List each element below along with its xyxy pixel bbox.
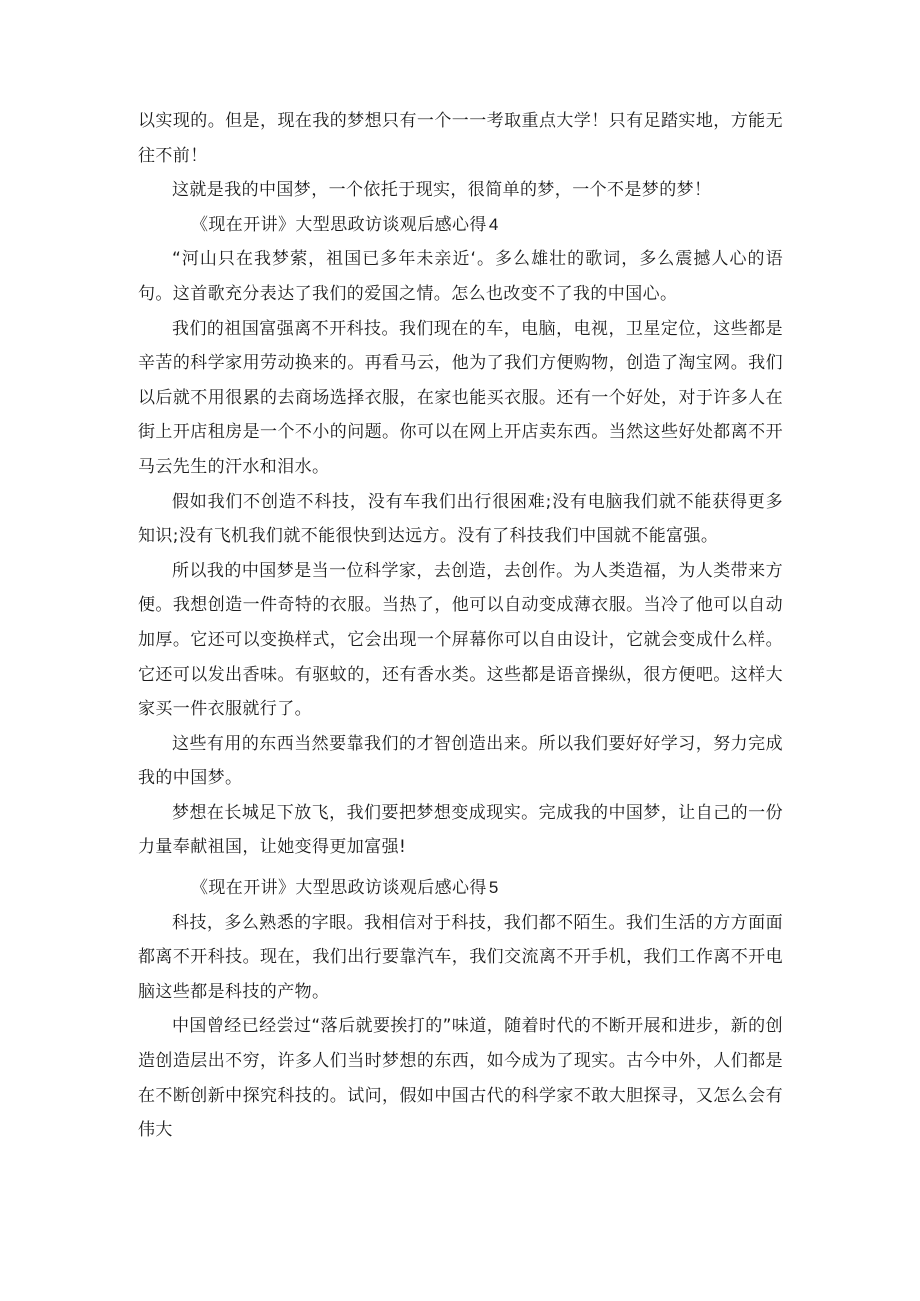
paragraph: 假如我们不创造不科技，没有车我们出行很困难;没有电脑我们就不能获得更多知识;没有飞机我们就不能很快到达远方。没有了科技我们中国就不能富强。 <box>138 491 783 547</box>
section-heading-title: 《现在开讲》大型思政访谈观后感心得 <box>191 878 487 899</box>
paragraph: “河山只在我梦萦，祖国已多年未亲近‘。多么雄壮的歌词，多么震撼人心的语句。这首歌充分表达了我们的爱国之情。怎么也改变不了我的中国心。 <box>138 249 783 304</box>
paragraph: 这就是我的中国梦，一个依托于现实，很简单的梦，一个不是梦的梦！ <box>172 180 712 201</box>
paragraph: 所以我的中国梦是当一位科学家，去创造，去创作。为人类造福，为人类带来方便。我想创造一件奇特的衣服。当热了，他可以自动变成薄衣服。当冷了他可以自动加厚。它还可以变换样式，它会出现一个屏幕你可以自由设计，它就会变成什么样。它还可以发出香味。有驱蚊的，还有香水类。这些都是语音操纵，很方便吧。这样大家买一件衣服就行了。 <box>138 560 783 720</box>
paragraph: 梦想在长城足下放飞，我们要把梦想变成现实。完成我的中国梦，让自己的一份力量奉献祖国，让她变得更加富强! <box>138 802 783 858</box>
paragraph: 以实现的。但是，现在我的梦想只有一个一一考取重点大学！只有足踏实地，方能无往不前！ <box>138 111 783 166</box>
section-heading <box>138 871 783 906</box>
paragraph: 科技，多么熟悉的字眼。我相信对于科技，我们都不陌生。我们生活的方方面面都离不开科技。现在，我们出行要靠汽车，我们交流离不开手机，我们工作离不开电脑这些都是科技的产物。 <box>138 912 783 1002</box>
section-heading-number: 4 <box>488 214 499 234</box>
section-heading-title: 《现在开讲》大型思政访谈观后感心得 <box>191 214 487 235</box>
paragraph: 我们的祖国富强离不开科技。我们现在的车，电脑，电视，卫星定位，这些都是辛苦的科学家用劳动换来的。再看马云，他为了我们方便购物，创造了淘宝网。我们以后就不用很累的去商场选择衣服，在家也能买衣服。还有一个好处，对于许多人在街上开店租房是一个不小的问题。你可以在网上开店卖东西。当然这些好处都离不开马云先生的汗水和泪水。 <box>138 318 783 477</box>
section-heading <box>138 208 783 243</box>
paragraph: 这些有用的东西当然要靠我们的才智创造出来。所以我们要好好学习，努力完成我的中国梦。 <box>138 733 783 789</box>
section-heading-number: 5 <box>488 878 499 898</box>
document-page <box>138 104 783 1148</box>
paragraph: 中国曾经已经尝过“落后就要挨打的”味道，随着时代的不断开展和进步，新的创造创造层出不穷，许多人们当时梦想的东西，如今成为了现实。古今中外，人们都是在不断创新中探究科技的。试问，假如中国古代的科学家不敢大胆探寻，又怎么会有伟大 <box>138 1016 783 1141</box>
